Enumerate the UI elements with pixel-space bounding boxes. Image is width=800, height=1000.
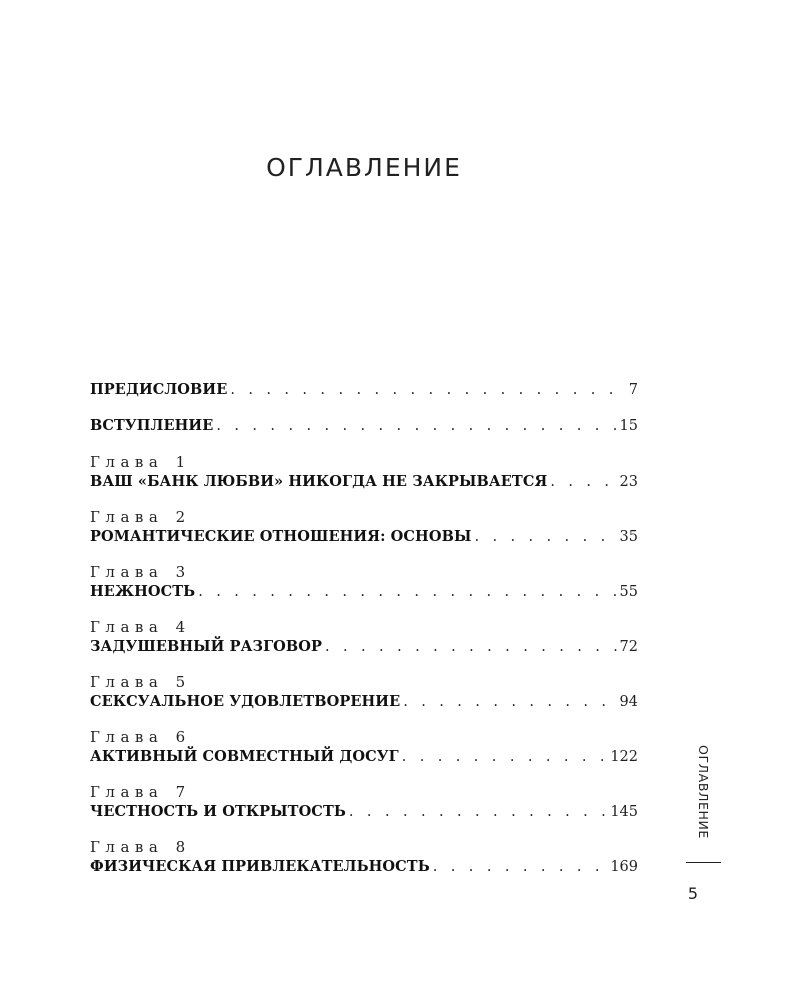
dot-leader — [474, 528, 618, 547]
dot-leader — [402, 748, 610, 767]
chapter-word: Глава — [90, 838, 164, 856]
toc-page-number: 122 — [610, 749, 638, 765]
chapter-number: 8 — [175, 838, 186, 856]
chapter-number: 4 — [175, 618, 186, 636]
toc-line — [90, 582, 638, 601]
toc-entry[interactable] — [90, 617, 638, 656]
toc-entry[interactable] — [90, 782, 638, 821]
toc-page-number: 145 — [610, 804, 638, 820]
toc-title: РОМАНТИЧЕСКИЕ ОТНОШЕНИЯ: ОСНОВЫ — [90, 528, 472, 545]
chapter-word: Глава — [90, 618, 164, 636]
toc-entry[interactable] — [90, 416, 638, 435]
toc-line — [90, 472, 638, 491]
toc-page-number: 72 — [619, 639, 638, 655]
chapter-word: Глава — [90, 453, 164, 471]
toc-entry[interactable] — [90, 507, 638, 546]
toc-line — [90, 380, 638, 399]
chapter-number: 2 — [175, 508, 186, 526]
toc-title: ФИЗИЧЕСКАЯ ПРИВЛЕКАТЕЛЬНОСТЬ — [90, 858, 430, 875]
chapter-label — [90, 837, 638, 857]
dot-leader — [230, 381, 627, 400]
chapter-word: Глава — [90, 783, 164, 801]
dot-leader — [550, 473, 618, 492]
toc-title: ВСТУПЛЕНИЕ — [90, 417, 214, 434]
toc-page-number: 169 — [610, 859, 638, 875]
chapter-label — [90, 617, 638, 637]
chapter-number: 6 — [175, 728, 186, 746]
chapter-number: 1 — [175, 453, 186, 471]
page-number: 5 — [687, 884, 699, 903]
dot-leader — [216, 417, 618, 436]
table-of-contents — [90, 380, 638, 892]
chapter-number: 7 — [175, 783, 186, 801]
toc-title: АКТИВНЫЙ СОВМЕСТНЫЙ ДОСУГ — [90, 748, 399, 765]
chapter-label — [90, 672, 638, 692]
toc-title: ЧЕСТНОСТЬ И ОТКРЫТОСТЬ — [90, 803, 346, 820]
toc-line — [90, 416, 638, 435]
toc-entry[interactable] — [90, 380, 638, 399]
toc-entry[interactable] — [90, 562, 638, 601]
page-title: ОГЛАВЛЕНИЕ — [266, 153, 462, 182]
running-head: ОГЛАВЛЕНИЕ — [696, 745, 711, 839]
chapter-word: Глава — [90, 673, 164, 691]
toc-line — [90, 637, 638, 656]
toc-title: ПРЕДИСЛОВИЕ — [90, 381, 228, 398]
toc-line — [90, 802, 638, 821]
toc-entry[interactable] — [90, 727, 638, 766]
toc-page-number: 35 — [619, 529, 638, 545]
dot-leader — [403, 693, 618, 712]
dot-leader — [198, 583, 618, 602]
chapter-word: Глава — [90, 563, 164, 581]
chapter-label — [90, 452, 638, 472]
toc-entry[interactable] — [90, 672, 638, 711]
toc-line — [90, 527, 638, 546]
toc-title: НЕЖНОСТЬ — [90, 583, 196, 600]
toc-page-number: 15 — [619, 418, 638, 434]
toc-title: ЗАДУШЕВНЫЙ РАЗГОВОР — [90, 638, 322, 655]
dot-leader — [433, 858, 610, 877]
toc-page-number: 94 — [619, 694, 638, 710]
toc-entry[interactable] — [90, 837, 638, 876]
dot-leader — [325, 638, 619, 657]
chapter-word: Глава — [90, 508, 164, 526]
toc-line — [90, 692, 638, 711]
toc-title: СЕКСУАЛЬНОЕ УДОВЛЕТВОРЕНИЕ — [90, 693, 401, 710]
toc-title: ВАШ «БАНК ЛЮБВИ» НИКОГДА НЕ ЗАКРЫВАЕТСЯ — [90, 473, 548, 490]
toc-line — [90, 857, 638, 876]
chapter-number: 3 — [175, 563, 186, 581]
chapter-word: Глава — [90, 728, 164, 746]
chapter-label — [90, 727, 638, 747]
toc-page-number: 23 — [619, 474, 638, 490]
dot-leader — [349, 803, 609, 822]
chapter-label — [90, 507, 638, 527]
toc-page-number: 55 — [619, 584, 638, 600]
chapter-number: 5 — [175, 673, 186, 691]
toc-entry[interactable] — [90, 452, 638, 491]
toc-page-number: 7 — [628, 382, 638, 398]
toc-line — [90, 747, 638, 766]
chapter-label — [90, 562, 638, 582]
running-head-rule — [686, 862, 721, 863]
chapter-label — [90, 782, 638, 802]
